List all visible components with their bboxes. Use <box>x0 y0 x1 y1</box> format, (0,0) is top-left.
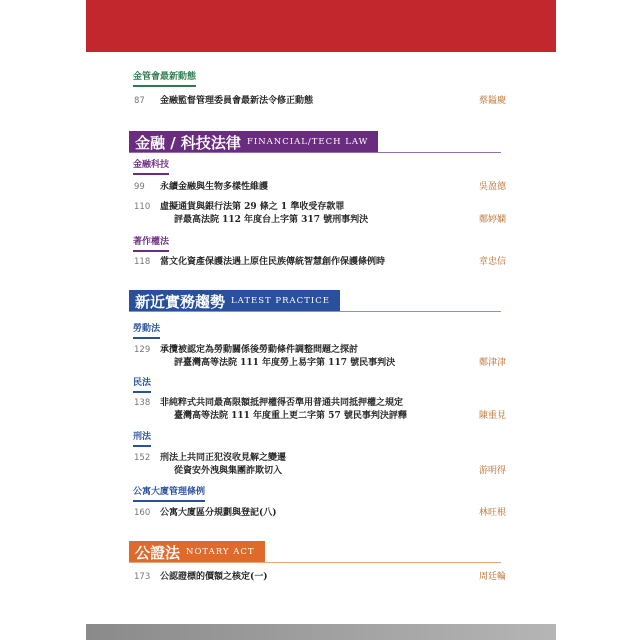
top-color-band <box>86 0 556 52</box>
entry-title: 金融監督管理委員會最新法令修正動態 <box>160 96 314 106</box>
entry-subtitle: 從資安外洩與集團詐欺切入 <box>174 466 283 476</box>
entry-title: 承攬被認定為勞動關係後勞動條件調整問題之探討 <box>160 345 359 355</box>
toc-entry[interactable] <box>134 397 506 410</box>
page-number: 118 <box>134 257 151 267</box>
toc-entry-subline <box>134 357 506 370</box>
entry-title: 刑法上共同正犯沒收見解之變遷 <box>160 453 287 463</box>
entry-author: 吳盈德 <box>478 182 506 192</box>
category-finance-tech: 金融科技 <box>133 160 169 175</box>
page-number: 87 <box>134 96 145 106</box>
entry-author: 游明得 <box>478 466 506 476</box>
entry-author: 鄭津津 <box>478 358 506 368</box>
toc-entry[interactable] <box>134 344 506 357</box>
category-labor: 勞動法 <box>133 324 160 339</box>
toc-entry[interactable] <box>134 256 506 269</box>
section-rule <box>129 311 501 312</box>
toc-entry[interactable] <box>134 571 506 584</box>
entry-title: 永續金融與生物多樣性維護 <box>160 182 269 192</box>
toc-entry-subline <box>134 465 506 478</box>
entry-author: 陳重見 <box>478 411 506 421</box>
page-number: 138 <box>134 398 151 408</box>
entry-title: 公寓大廈區分規劃與登記(八) <box>160 508 277 518</box>
category-fsc: 金管會最新動態 <box>133 72 196 87</box>
toc-entry[interactable] <box>134 452 506 465</box>
section-header-notary <box>129 541 265 563</box>
section-header-practice <box>129 290 340 312</box>
section-header-fintech <box>129 131 378 153</box>
page-number: 129 <box>134 345 151 355</box>
category-civil: 民法 <box>133 378 151 393</box>
entry-title: 虛擬通貨與銀行法第 29 條之 1 準收受存款罪 <box>160 202 345 212</box>
toc-entry-subline <box>134 214 506 227</box>
entry-author: 章忠信 <box>478 257 506 267</box>
category-copyright: 著作權法 <box>133 237 169 252</box>
entry-subtitle: 評最高法院 112 年度台上字第 317 號刑事判決 <box>174 215 369 225</box>
section-title: 新近實務趨勢 <box>135 292 226 311</box>
section-title: 公證法 <box>135 543 181 562</box>
section-rule <box>129 152 501 153</box>
section-subtitle: FINANCIAL/TECH LAW <box>246 137 369 147</box>
entry-title: 公認證標的價額之核定(一) <box>160 572 268 582</box>
toc-entry[interactable] <box>134 95 506 108</box>
section-rule <box>129 562 501 563</box>
section-subtitle: LATEST PRACTICE <box>231 296 330 306</box>
page-number: 160 <box>134 508 151 518</box>
category-condo: 公寓大廈管理條例 <box>133 487 205 502</box>
page-number: 152 <box>134 453 151 463</box>
entry-title: 非純粹式共同最高限額抵押權得否準用普通共同抵押權之規定 <box>160 398 404 408</box>
entry-author: 周廷輪 <box>478 572 506 582</box>
category-criminal: 刑法 <box>133 432 151 447</box>
entry-author: 鄭婷嫻 <box>478 215 506 225</box>
section-subtitle: NOTARY ACT <box>186 547 255 557</box>
page-number: 110 <box>134 202 151 212</box>
entry-author: 林旺根 <box>478 508 506 518</box>
toc-entry-subline <box>134 410 506 423</box>
section-title: 金融 / 科技法律 <box>135 133 241 152</box>
entry-author: 蔡鎰慶 <box>478 96 506 106</box>
page-number: 99 <box>134 182 145 192</box>
entry-title: 當文化資產保護法遇上原住民族傳統智慧創作保護條例時 <box>160 257 386 267</box>
toc-entry[interactable] <box>134 201 506 214</box>
entry-subtitle: 評臺灣高等法院 111 年度勞上易字第 117 號民事判決 <box>174 358 396 368</box>
toc-entry[interactable] <box>134 507 506 520</box>
page-number: 173 <box>134 572 151 582</box>
toc-entry[interactable] <box>134 181 506 194</box>
entry-subtitle: 臺灣高等法院 111 年度重上更二字第 57 號民事判決評釋 <box>174 411 407 421</box>
bottom-color-band <box>86 624 556 640</box>
